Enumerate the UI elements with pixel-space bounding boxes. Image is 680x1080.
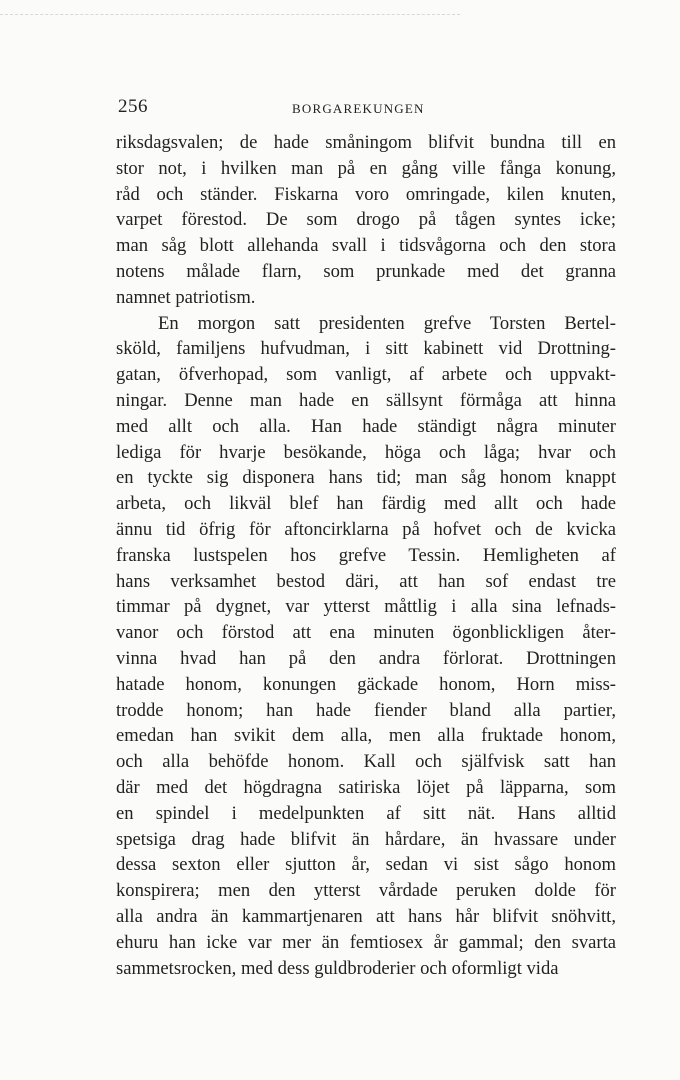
text-line: ningar. Denne man hade en sällsynt förmåga att hinna	[116, 389, 616, 411]
text-line: emedan han svikit dem alla, men alla fruktade honom,	[116, 725, 616, 747]
text-line: spetsiga drag hade blifvit än hårdare, än hvassare under	[116, 828, 616, 850]
text-line: vanor och förstod att ena minuten ögonblickligen åter-	[116, 622, 616, 644]
text-line: ännu tid öfrig för aftoncirklarna på hofvet och de kvicka	[116, 518, 616, 540]
text-line: där med det högdragna satiriska löjet på läpparna, som	[116, 776, 616, 798]
text-line: med allt och alla. Han hade ständigt några minuter	[116, 415, 616, 437]
scan-edge-artifact	[0, 14, 460, 17]
text-line: hans verksamhet bestod däri, att han sof endast tre	[116, 570, 616, 592]
text-line: dessa sexton eller sjutton år, sedan vi sist sågo honom	[116, 854, 616, 876]
body-text	[116, 130, 616, 981]
text-line: namnet patriotism.	[116, 286, 256, 308]
text-line: franska lustspelen hos grefve Tessin. Hemligheten af	[116, 544, 616, 566]
text-line: man såg blott allehanda svall i tidsvågorna och den stora	[116, 235, 616, 257]
paragraph	[116, 130, 616, 311]
text-line: hatade honom, konungen gäckade honom, Horn miss-	[116, 673, 616, 695]
text-line: trodde honom; han hade fiender bland alla partier,	[116, 699, 616, 721]
text-line: lediga för hvarje besökande, höga och låga; hvar och	[116, 441, 616, 463]
running-title: BORGAREKUNGEN	[292, 101, 425, 116]
text-line: arbeta, och likväl blef han färdig med allt och hade	[116, 493, 616, 515]
text-line: sköld, familjens hufvudman, i sitt kabinett vid Drottning-	[116, 338, 616, 360]
running-head	[116, 88, 616, 118]
book-page	[116, 88, 616, 981]
text-line: timmar på dygnet, var ytterst måttlig i alla sina lefnads-	[116, 596, 616, 618]
text-line: konspirera; men den ytterst vårdade peruken dolde för	[116, 880, 616, 902]
text-line: stor not, i hvilken man på en gång ville fånga konung,	[116, 157, 616, 179]
text-line: gatan, öfverhopad, som vanligt, af arbete och uppvakt-	[116, 364, 616, 386]
text-line: alla andra än kammartjenaren att hans hår blifvit snöhvitt,	[116, 905, 616, 927]
text-line: sammetsrocken, med dess guldbroderier och oformligt vida	[116, 957, 559, 979]
text-line: en spindel i medelpunkten af sitt nät. Hans alltid	[116, 802, 616, 824]
paragraph	[116, 311, 616, 982]
text-line: ehuru han icke var mer än femtiosex år gammal; den svarta	[116, 931, 616, 953]
page-number: 256	[118, 96, 148, 117]
text-line: vinna hvad han på den andra förlorat. Drottningen	[116, 647, 616, 669]
text-line: notens målade flarn, som prunkade med det granna	[116, 260, 616, 282]
text-line: En morgon satt presidenten grefve Torsten Bertel-	[158, 312, 616, 334]
text-line: riksdagsvalen; de hade småningom blifvit bundna till en	[116, 132, 616, 153]
text-line: och alla behöfde honom. Kall och själfvisk satt han	[116, 751, 616, 773]
text-line: en tyckte sig disponera hans tid; man såg honom knappt	[116, 467, 616, 489]
text-line: råd och ständer. Fiskarna voro omringade, kilen knuten,	[116, 183, 616, 205]
text-line: varpet förestod. De som drogo på tågen syntes icke;	[116, 209, 616, 231]
